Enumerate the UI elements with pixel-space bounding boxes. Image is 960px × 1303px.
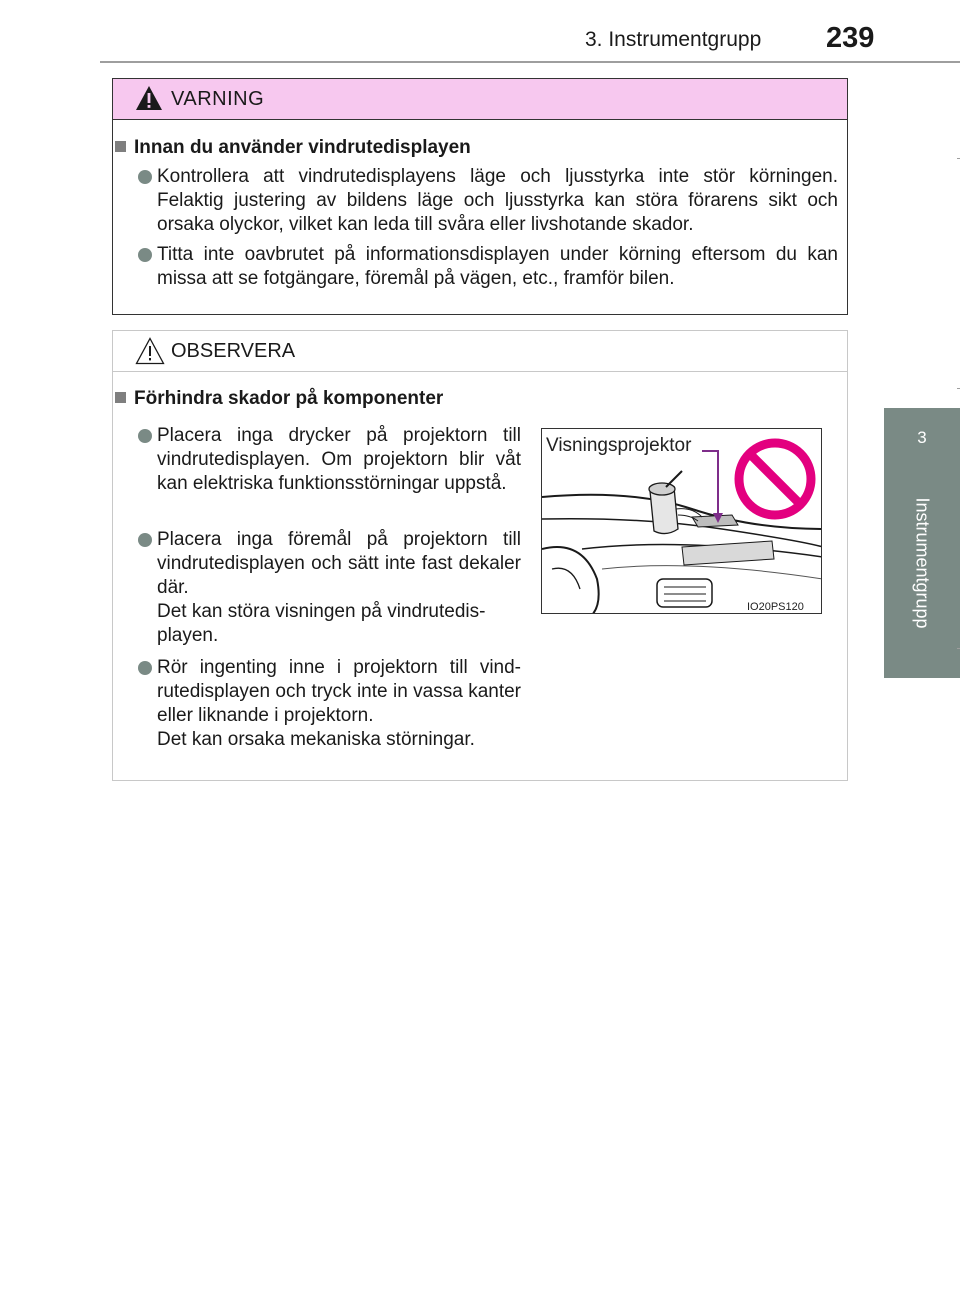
round-bullet-icon bbox=[138, 170, 152, 184]
page-number: 239 bbox=[826, 22, 875, 54]
warning-label: VARNING bbox=[171, 88, 265, 110]
notice-heading: Förhindra skador på komponenter bbox=[115, 388, 443, 410]
notice-bullet: Rör ingenting inne i projektorn till vind-rutedisplayen och tryck inte in vassa kanter eller liknande i projektorn. Det kan orsaka mekaniska störningar. bbox=[157, 656, 521, 752]
warning-heading: Innan du använder vindrutedisplayen bbox=[115, 137, 471, 159]
chapter-tab-label: Instrumentgrupp bbox=[912, 497, 933, 629]
round-bullet-icon bbox=[138, 429, 152, 443]
warning-header bbox=[113, 79, 847, 120]
notice-label: OBSERVERA bbox=[171, 340, 296, 362]
notice-bullet: Placera inga föremål på projektorn till vindrutedisplayen och sätt inte fast dekaler där. Det kan störa visningen på vindrutedis-playen. bbox=[157, 528, 521, 648]
round-bullet-icon bbox=[138, 661, 152, 675]
round-bullet-icon bbox=[138, 248, 152, 262]
notice-bullet: Placera inga drycker på projektorn till vindrutedisplayen. Om projektorn blir våt kan elektriska funktionsstörningar uppstå. bbox=[157, 424, 521, 496]
figure-callout-label: Visningsprojektor bbox=[546, 435, 692, 456]
caution-triangle-icon bbox=[135, 337, 165, 365]
square-bullet-icon bbox=[115, 392, 126, 403]
warning-bullet: Titta inte oavbrutet på informationsdisplayen under körning eftersom du kan missa att se fotgängare, föremål på vägen, etc., framför bilen. bbox=[157, 243, 838, 291]
figure-code: IO20PS120 bbox=[747, 601, 804, 613]
notice-header bbox=[113, 331, 847, 372]
warning-bullet: Kontrollera att vindrutedisplayens läge och ljusstyrka inte stör körningen. Felaktig justering av bildens läge och ljusstyrka kan störa förarens sikt och orsaka olyckor, vilket kan leda till svåra eller livshotande skador. bbox=[157, 165, 838, 237]
section-title: 3. Instrumentgrupp bbox=[585, 28, 762, 51]
square-bullet-icon bbox=[115, 141, 126, 152]
projector-illustration bbox=[541, 428, 822, 614]
round-bullet-icon bbox=[138, 533, 152, 547]
chapter-tab-number: 3 bbox=[917, 428, 927, 447]
header-divider bbox=[100, 61, 960, 63]
warning-triangle-icon bbox=[135, 85, 163, 111]
